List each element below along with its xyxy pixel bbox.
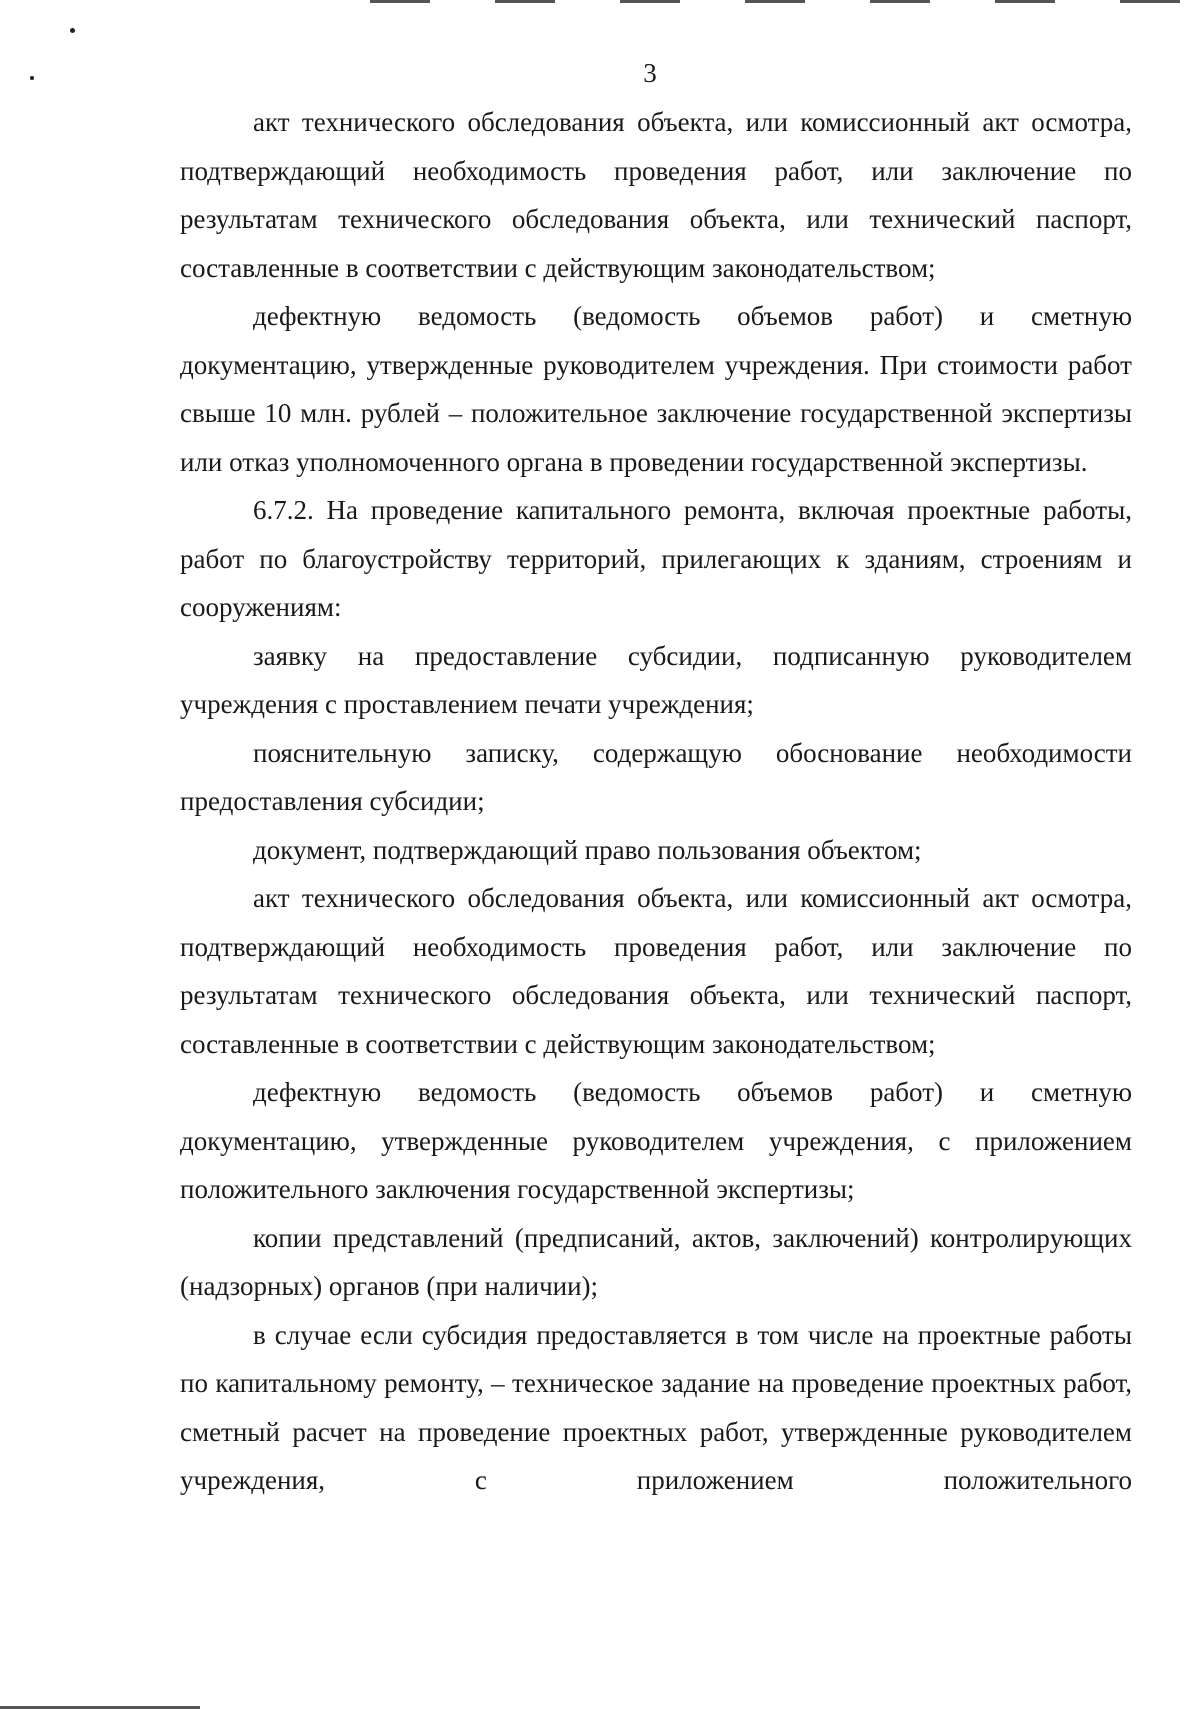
paragraph: заявку на предоставление субсидии, подписанную руководителем учреждения с проставлением печати учреждения;: [180, 640, 1132, 719]
paragraph: копии представлений (предписаний, актов, заключений) контролирующих (надзорных) органов (при наличии);: [180, 1222, 1132, 1301]
paragraph: пояснительную записку, содержащую обоснование необходимости предоставления субсидии;: [180, 737, 1132, 816]
scan-speck: [70, 28, 75, 33]
document-body: [180, 98, 1132, 1505]
paragraph: документ, подтверждающий право пользования объектом;: [253, 834, 922, 865]
paragraph: акт технического обследования объекта, или комиссионный акт осмотра, подтверждающий необходимость проведения работ, или заключение по результатам технического обследования объекта, или технический паспорт, составленные в соответствии с действующим законодательством;: [180, 883, 1132, 1059]
paragraph: дефектную ведомость (ведомость объемов работ) и сметную документацию, утвержденные руководителем учреждения. При стоимости работ свыше 10 млн. рублей – положительное заключение государственной экспертизы или отказ уполномоченного органа в проведении государственной экспертизы.: [180, 301, 1132, 477]
paragraph: акт технического обследования объекта, или комиссионный акт осмотра, подтверждающий необходимость проведения работ, или заключение по результатам технического обследования объекта, или технический паспорт, составленные в соответствии с действующим законодательством;: [180, 107, 1132, 283]
page-number: 3: [643, 58, 657, 88]
paragraph: дефектную ведомость (ведомость объемов работ) и сметную документацию, утвержденные руководителем учреждения, с приложением положительного заключения государственной экспертизы;: [180, 1077, 1132, 1204]
scan-top-edge: [370, 0, 1200, 3]
paragraph: 6.7.2. На проведение капитального ремонта, включая проектные работы, работ по благоустройству территорий, прилегающих к зданиям, строениям и сооружениям:: [180, 495, 1132, 622]
paragraph: в случае если субсидия предоставляется в том числе на проектные работы по капитальному ремонту, – техническое задание на проведение проектных работ, сметный расчет на проведение проектных работ, утвержденные руководителем учреждения, с приложением положительного: [180, 1319, 1132, 1495]
